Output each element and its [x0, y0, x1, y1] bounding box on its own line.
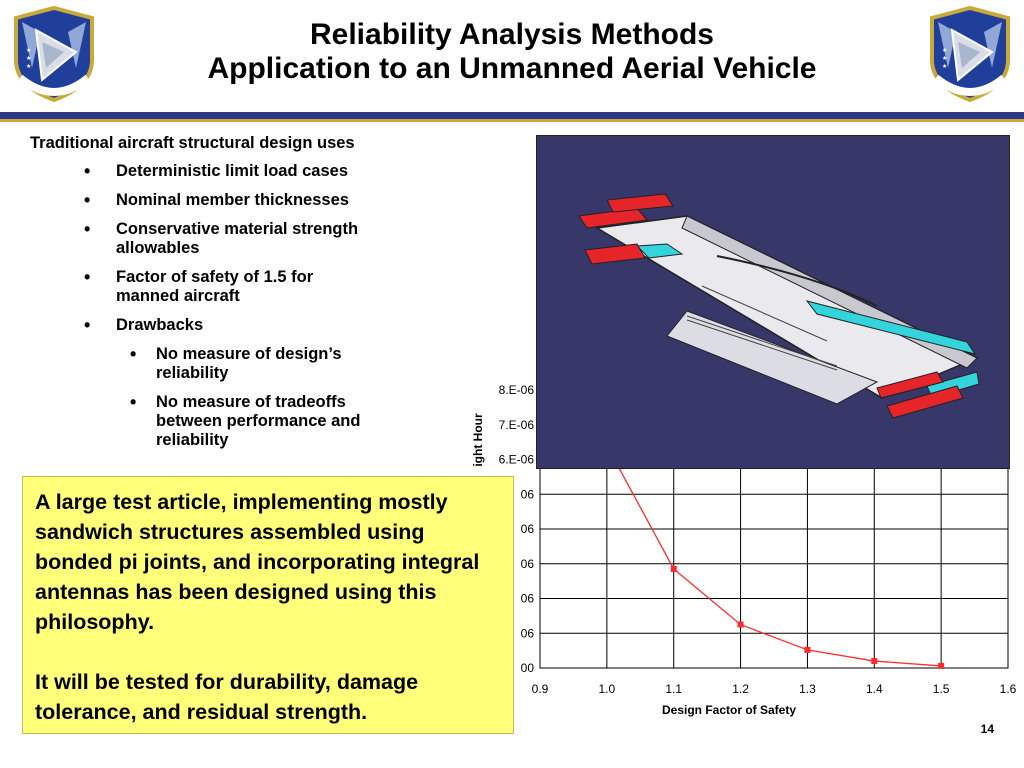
- svg-text:★: ★: [942, 48, 948, 54]
- chart-y-tick-label: 06: [520, 522, 534, 536]
- chart-y-tick-label: 6.E-06: [498, 452, 534, 467]
- chart-data-point: [871, 658, 877, 664]
- svg-text:★: ★: [942, 64, 948, 70]
- chart-x-tick-label: 1.5: [932, 682, 950, 696]
- slide-title: [120, 18, 904, 86]
- svg-text:★: ★: [26, 48, 32, 54]
- chart-x-tick-label: 1.3: [799, 682, 816, 696]
- slide-title-line-1: Reliability Analysis Methods: [310, 18, 714, 51]
- svg-text:★: ★: [942, 56, 948, 62]
- afrl-logo-right-icon: [918, 2, 1022, 106]
- chart-y-tick-label: 8.E-06: [498, 383, 534, 397]
- chart-x-tick-label: 1.6: [999, 682, 1017, 696]
- chart-x-tick-label: 1.0: [598, 682, 616, 696]
- chart-y-tick-label: 00: [520, 661, 534, 675]
- bullet-lead: Traditional aircraft structural design uses: [30, 134, 355, 152]
- page-number: 14: [980, 722, 994, 736]
- chart-data-point: [938, 663, 944, 669]
- bullet-item: • Drawbacks: [116, 316, 450, 335]
- bullet-item: • Nominal member thicknesses: [116, 191, 450, 210]
- sub-bullet-item: • No measure of design’s reliability: [156, 345, 396, 383]
- test-article-callout: [22, 476, 514, 734]
- title-divider: [0, 112, 1024, 119]
- chart-y-tick-label: 06: [520, 556, 534, 571]
- chart-x-tick-label: 0.9: [531, 682, 549, 696]
- chart-x-axis-label: Design Factor of Safety: [661, 703, 797, 717]
- slide-title-line-2: Application to an Unmanned Aerial Vehicle: [207, 52, 817, 85]
- chart-y-tick-label: 7.E-06: [498, 417, 534, 432]
- svg-text:★: ★: [26, 56, 32, 62]
- chart-x-tick-label: 1.1: [665, 682, 683, 696]
- svg-text:★: ★: [26, 64, 32, 70]
- chart-x-tick-label: 1.2: [732, 682, 749, 696]
- chart-y-tick-label: 06: [520, 626, 534, 641]
- chart-x-tick-label: 1.4: [865, 682, 883, 696]
- test-article-render: [536, 135, 1010, 469]
- chart-y-tick-label: 06: [520, 591, 534, 606]
- callout-paragraph: A large test article, implementing mostly sandwich structures assembled using bonded pi joints, and incorporating integral antennas has been designed using this philosophy.: [35, 490, 480, 634]
- chart-y-axis-label: ight Hour: [471, 413, 485, 467]
- bullet-item: • Factor of safety of 1.5 for manned aircraft: [116, 268, 366, 306]
- design-bullet-list: [30, 134, 450, 460]
- title-divider-accent: [0, 119, 1024, 122]
- bullet-item: • Conservative material strength allowables: [116, 220, 416, 258]
- chart-data-point: [671, 566, 677, 572]
- chart-data-point: [738, 622, 744, 628]
- chart-data-point: [804, 647, 810, 653]
- uav-structure-illustration: [537, 136, 1009, 468]
- sub-bullet-item: • No measure of tradeoffs between performance and reliability: [156, 393, 416, 450]
- afrl-logo-left-icon: [2, 2, 106, 106]
- callout-paragraph: It will be tested for durability, damage tolerance, and residual strength.: [35, 670, 419, 724]
- bullet-item: • Deterministic limit load cases: [116, 162, 450, 181]
- chart-y-tick-label: 06: [520, 487, 534, 502]
